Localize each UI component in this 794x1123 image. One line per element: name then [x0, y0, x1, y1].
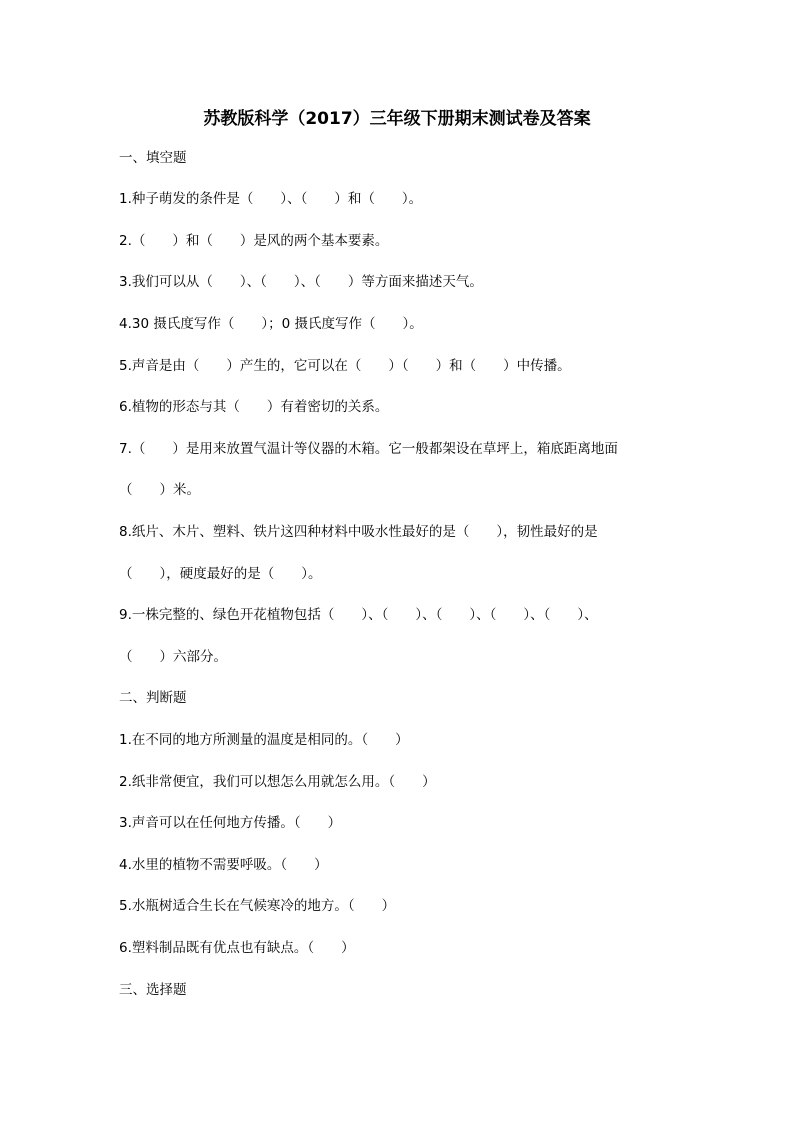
- question-line: 1.种子萌发的条件是（ ）、（ ）和（ ）。: [119, 191, 423, 207]
- question-line: 3.声音可以在任何地方传播。（ ）: [119, 815, 342, 831]
- question-line: 2.纸非常便宜，我们可以想怎么用就怎么用。（ ）: [119, 774, 436, 790]
- question-line: 5.声音是由（ ）产生的，它可以在（ ）（ ）和（ ）中传播。: [119, 358, 571, 374]
- page-title: 苏教版科学（2017）三年级下册期末测试卷及答案: [203, 109, 591, 129]
- question-line: （ ）米。: [119, 482, 200, 498]
- question-line: 6.植物的形态与其（ ）有着密切的关系。: [119, 399, 389, 415]
- question-line: 6.塑料制品既有优点也有缺点。（ ）: [119, 940, 355, 956]
- question-line: 9.一株完整的、绿色开花植物包括（ ）、（ ）、（ ）、（ ）、（ ）、: [119, 607, 598, 623]
- question-line: 2.（ ）和（ ）是风的两个基本要素。: [119, 233, 389, 249]
- section-heading-true-false: 二、判断题: [119, 690, 187, 706]
- question-line: 7.（ ）是用来放置气温计等仪器的木箱。它一般都架设在草坪上，箱底距离地面: [119, 441, 618, 457]
- question-line: 4.水里的植物不需要呼吸。（ ）: [119, 857, 328, 873]
- question-line: 8.纸片、木片、塑料、铁片这四种材料中吸水性最好的是（ ），韧性最好的是: [119, 524, 598, 540]
- question-line: 4.30 摄氏度写作（ ）；0 摄氏度写作（ ）。: [119, 316, 423, 332]
- section-heading-fill-blank: 一、填空题: [119, 150, 187, 166]
- question-line: （ ）六部分。: [119, 649, 227, 665]
- question-line: 5.水瓶树适合生长在气候寒冷的地方。（ ）: [119, 898, 396, 914]
- section-heading-multiple-choice: 三、选择题: [119, 982, 187, 998]
- question-line: 3.我们可以从（ ）、（ ）、（ ）等方面来描述天气。: [119, 274, 483, 290]
- question-line: （ ），硬度最好的是（ ）。: [119, 566, 322, 582]
- question-line: 1.在不同的地方所测量的温度是相同的。（ ）: [119, 732, 409, 748]
